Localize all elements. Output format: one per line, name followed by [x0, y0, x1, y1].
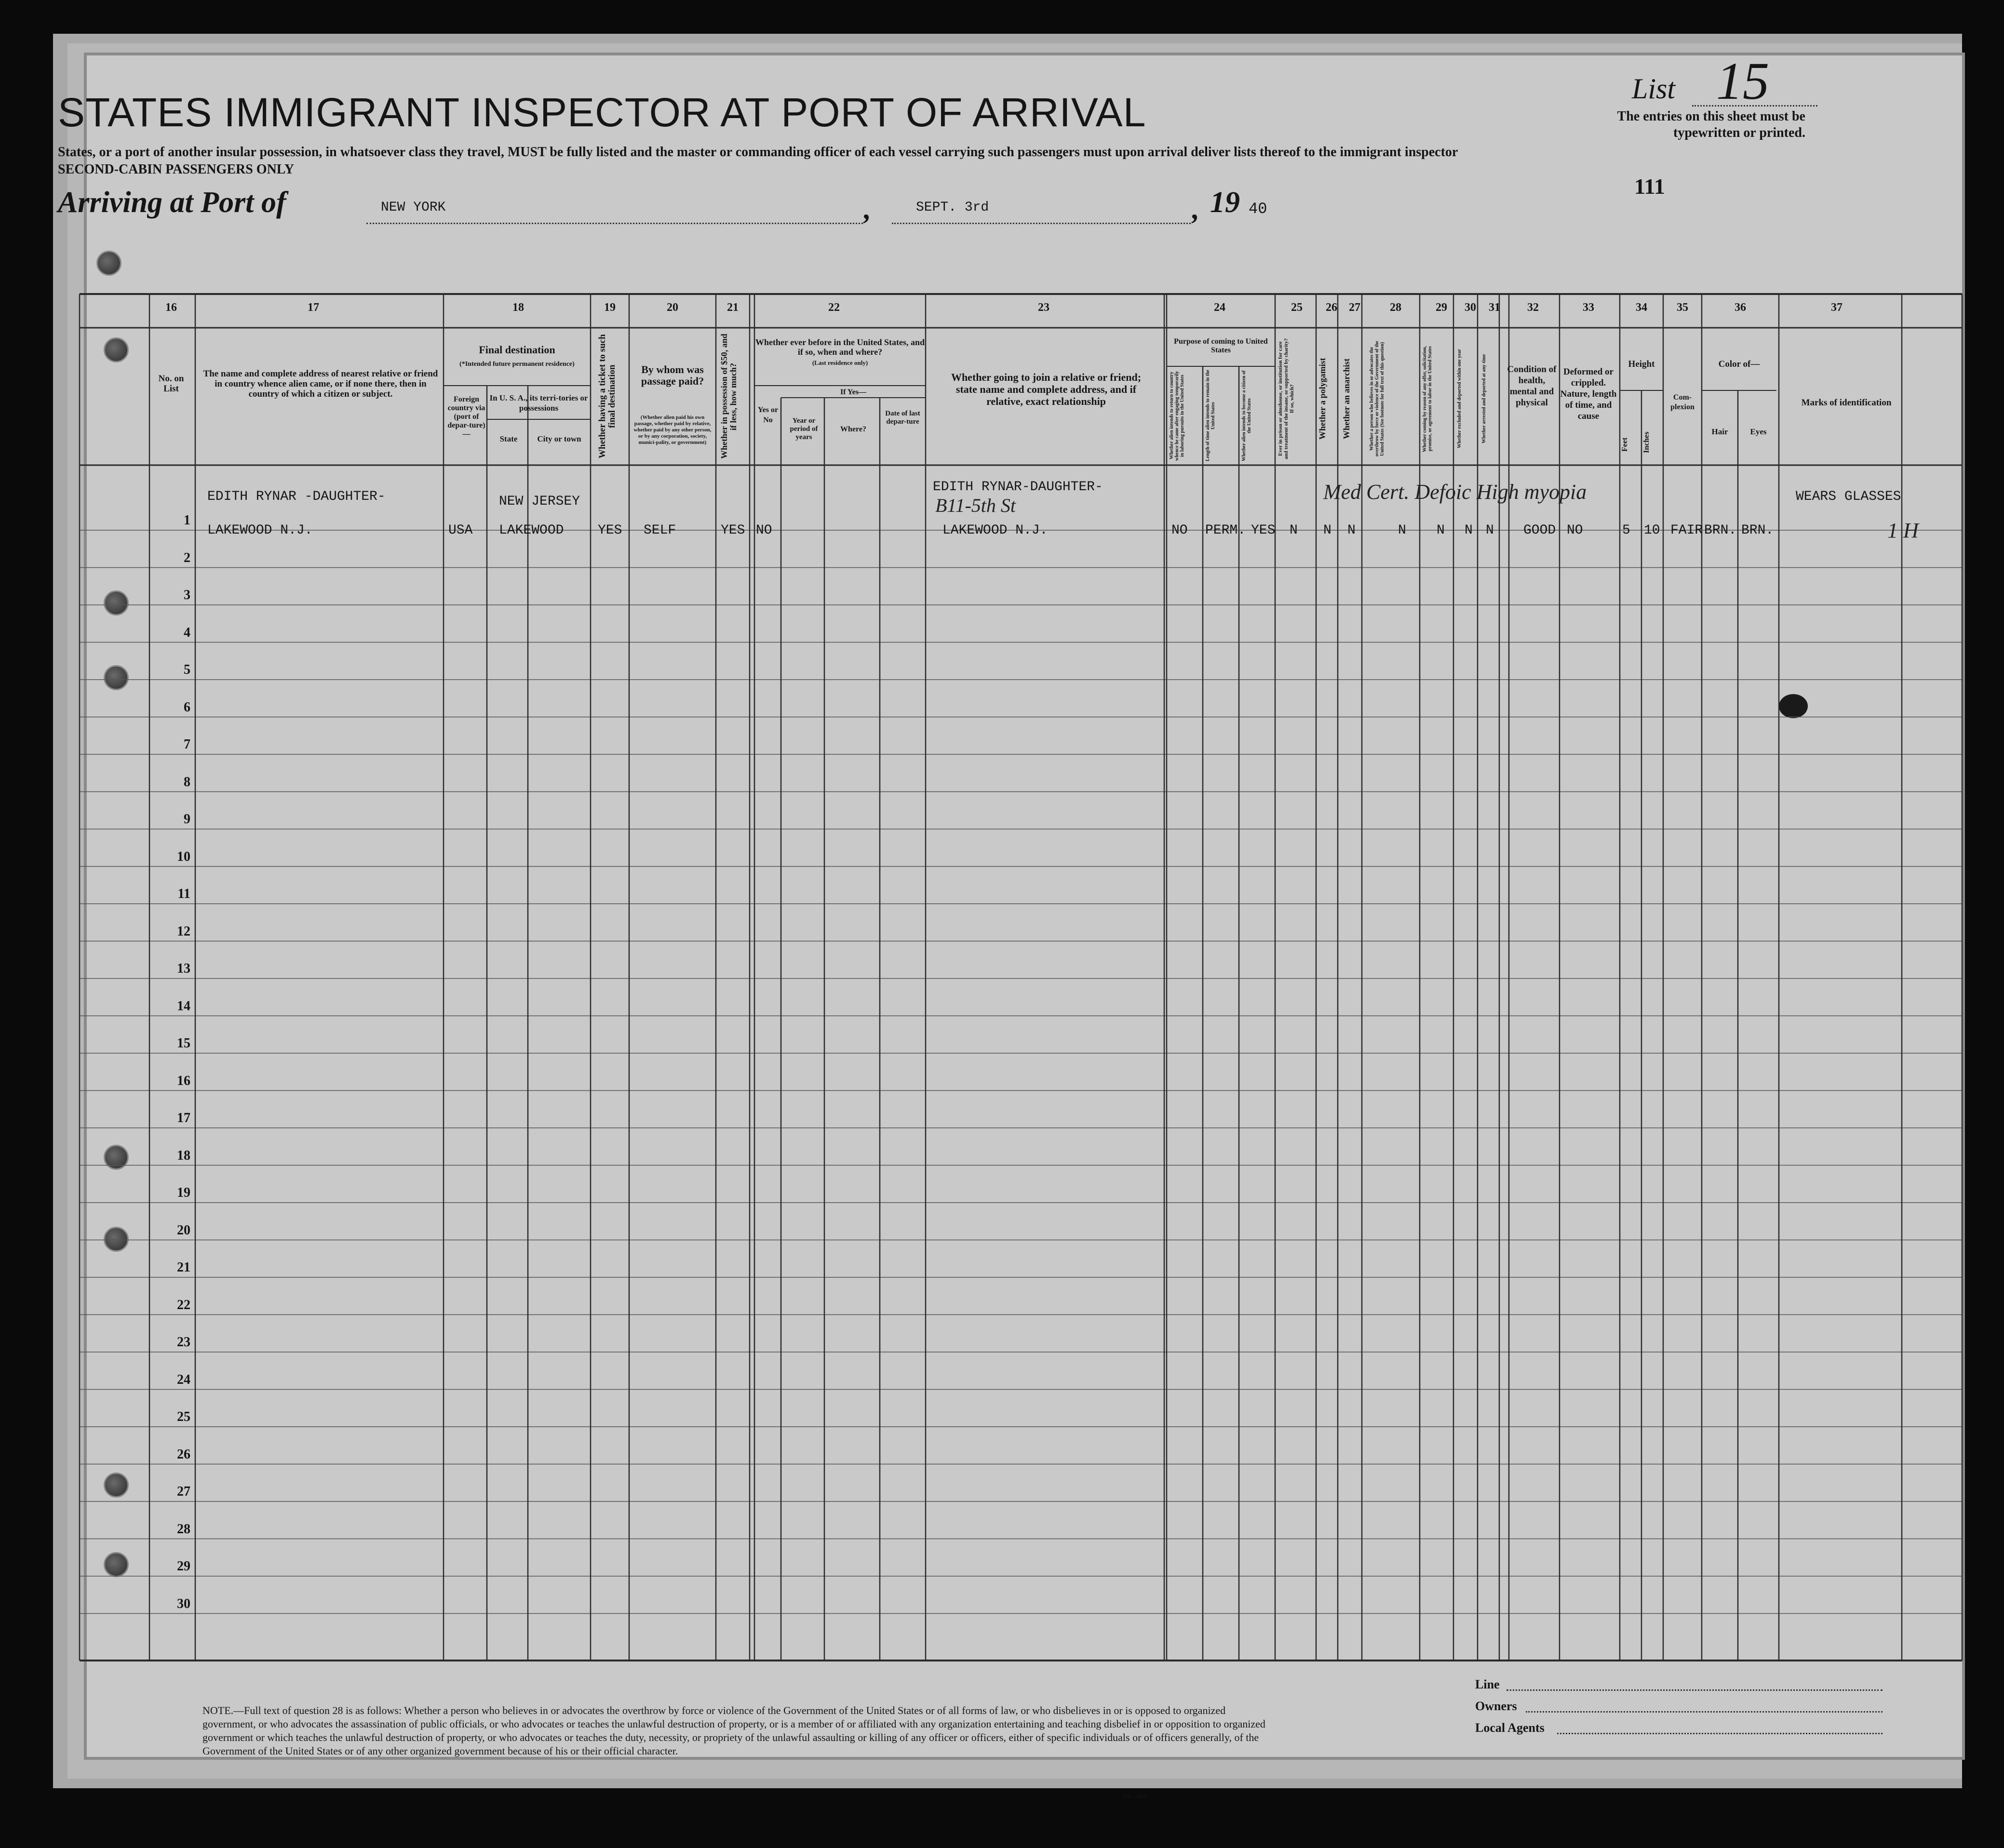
column-number: 37 — [1831, 301, 1843, 314]
owners-field — [1526, 1711, 1883, 1713]
header-passage-paid: By whom was passage paid? — [641, 363, 704, 387]
entry-ticket: YES — [598, 523, 622, 538]
header-passage-paid-note: (Whether alien paid his own passage, whether paid by relative, whether paid by any other person, or by any corporation, society, munici-pality, or government) — [633, 415, 712, 445]
column-number: 32 — [1527, 301, 1539, 314]
line-label: Line — [1475, 1677, 1500, 1691]
row-number: 2 — [184, 550, 190, 565]
arrival-date: SEPT. 3rd — [916, 200, 989, 215]
column-number: 27 — [1349, 301, 1360, 314]
column-number: 20 — [667, 301, 678, 314]
entry-become-citizen: YES — [1251, 523, 1276, 538]
header-hair: Hair — [1711, 427, 1728, 436]
entry-before-in-us: NO — [756, 523, 772, 538]
header-money: Whether in possession of $50, and if less, how much? — [719, 334, 738, 459]
column-number: 25 — [1291, 301, 1303, 314]
entry-join-address: LAKEWOOD N.J. — [942, 523, 1048, 538]
header-marks: Marks of identification — [1801, 398, 1892, 408]
row-number: 20 — [177, 1222, 190, 1238]
header-excluded: Whether excluded and deported within one year — [1457, 349, 1462, 449]
row-number: 7 — [184, 737, 190, 752]
header-purpose-return: Whether alien intends to return to country whence he came after engaging temporarily in laboring pursuits in the United States — [1169, 371, 1185, 461]
entry-relative-address: LAKEWOOD N.J. — [207, 523, 313, 538]
header-before-in-us-note: (Last residence only) — [812, 359, 868, 366]
column-number: 34 — [1636, 301, 1647, 314]
entry-anarchist: N — [1347, 523, 1356, 538]
entry-health: GOOD — [1523, 523, 1556, 538]
header-year: Year or period of years — [790, 417, 818, 441]
row-number: 24 — [177, 1372, 190, 1387]
entry-complexion: FAIR — [1670, 523, 1703, 538]
row-number: 1 — [184, 513, 190, 528]
row-number: 8 — [184, 774, 190, 790]
header-before-in-us: Whether ever before in the United States, and if so, when and where? — [755, 337, 925, 357]
header-color: Color of— — [1718, 359, 1760, 369]
entry-overthrow: N — [1398, 523, 1406, 538]
column-number: 24 — [1214, 301, 1225, 314]
row-number: 29 — [177, 1559, 190, 1574]
line-field — [1506, 1689, 1883, 1691]
row-number: 18 — [177, 1148, 190, 1163]
footnote-question-28: NOTE.—Full text of question 28 is as follows: Whether a person who believes in or advocates the overthrow by force or violence of the Government of the United States or of all forms of law, or who disbelieves in or is opposed to organized government, or who advocates the assassination of public officials, or who advocates or teaches the unlawful destruction of property, or is a member of or affiliated with any organization entertaining and teaching disbelief in or opposition to organized government or which teaches the unlawful destruction of property, or who advocates or teaches the duty, necessity, or propriety of the unlawful assaulting or killing of any officer or officers, either of specific individuals or of officers generally, of the Government of the United States or of any other organized government because of his or their official character. — [202, 1704, 1265, 1757]
column-number: 31 — [1489, 301, 1500, 314]
header-prison: Ever in prison or almshouse, or institution for care and treatment of the insane, or supported by charity? If so, which? — [1278, 338, 1295, 460]
header-feet: Feet — [1621, 437, 1629, 452]
header-join-relative: Whether going to join a relative or friend; state name and complete address, and if relative, exact relationship — [951, 371, 1142, 407]
row-number: 25 — [177, 1409, 190, 1424]
header-purpose-length: Length of time alien intends to remain in the United States — [1205, 370, 1216, 462]
header-city: City or town — [537, 434, 581, 443]
row-number: 9 — [184, 812, 190, 827]
year-prefix: 19 — [1210, 186, 1240, 219]
header-inches: Inches — [1642, 431, 1651, 453]
entry-join-name: EDITH RYNAR-DAUGHTER- — [933, 480, 1103, 495]
header-no-on-list: No. on List — [158, 374, 184, 394]
entry-labor-offer: N — [1437, 523, 1445, 538]
column-number: 36 — [1735, 301, 1746, 314]
column-number: 29 — [1436, 301, 1447, 314]
entry-hair: BRN. — [1704, 523, 1737, 538]
header-polygamist: Whether a polygamist — [1318, 358, 1327, 440]
header-eyes: Eyes — [1750, 427, 1767, 436]
entry-height-inches: 10 — [1644, 523, 1660, 538]
row-number: 17 — [177, 1111, 190, 1125]
header-labor-offer: Whether coming by reason of any offer, solicitation, promise, or agreement to labor in the United States — [1422, 346, 1433, 452]
row-number: 11 — [177, 886, 190, 901]
row-number: 10 — [177, 849, 190, 864]
header-overthrow: Whether a person who believes in or advocates the overthrow by force or violence of the Government of the United States (See footnote for full text of this question) — [1369, 341, 1385, 457]
entry-prison: N — [1290, 523, 1298, 538]
header-height: Height — [1628, 359, 1655, 369]
arriving-label: Arriving at Port of — [58, 186, 286, 219]
header-foreign-port: Foreign country via (port of depar-ture)— — [447, 395, 485, 438]
entry-money: YES — [721, 523, 745, 538]
column-number: 21 — [727, 301, 739, 314]
column-number: 35 — [1677, 301, 1688, 314]
row-number: 21 — [177, 1260, 190, 1275]
row-number: 12 — [177, 924, 190, 939]
row-number: 5 — [184, 662, 190, 677]
port-name: NEW YORK — [381, 200, 446, 215]
sheet-number: 111 — [1634, 174, 1665, 199]
local-agents-label: Local Agents — [1475, 1721, 1545, 1735]
list-number: 15 — [1716, 52, 1769, 110]
entry-relative-name: EDITH RYNAR -DAUGHTER- — [207, 489, 386, 504]
row-number: 4 — [184, 625, 190, 640]
row-number: 15 — [177, 1036, 190, 1051]
entry-eyes: BRN. — [1741, 523, 1774, 538]
header-ticket: Whether having a ticket to such final destination — [597, 334, 617, 459]
entry-length-of-stay: PERM. — [1205, 523, 1246, 538]
row-number: 6 — [184, 699, 190, 715]
column-number: 23 — [1038, 301, 1049, 314]
header-state: State — [499, 434, 518, 443]
comma-2: , — [1192, 193, 1199, 225]
column-number: 17 — [308, 301, 319, 314]
header-where: Where? — [840, 425, 866, 433]
entry-tally-mark: 1 H — [1887, 519, 1919, 542]
row-number: 28 — [177, 1521, 190, 1537]
list-label: List — [1632, 73, 1676, 105]
row-number: 13 — [177, 961, 190, 976]
header-arrested: Whether arrested and deported at any time — [1481, 354, 1487, 444]
column-number: 22 — [828, 301, 840, 314]
column-number: 18 — [512, 301, 524, 314]
row-number: 23 — [177, 1335, 190, 1350]
column-number: 28 — [1390, 301, 1401, 314]
row-number: 30 — [177, 1596, 190, 1611]
passenger-class: SECOND-CABIN PASSENGERS ONLY — [58, 162, 295, 177]
row-number: 14 — [177, 998, 190, 1014]
row-number: 26 — [177, 1446, 190, 1462]
row-number: 22 — [177, 1297, 190, 1312]
entry-join-handwritten: B11-5th St — [935, 495, 1016, 516]
column-number: 33 — [1583, 301, 1594, 314]
comma: , — [864, 193, 871, 225]
entry-city: LAKEWOOD — [499, 523, 564, 538]
entry-deformed: NO — [1567, 523, 1583, 538]
owners-label: Owners — [1475, 1699, 1517, 1713]
header-yes-no: Yes or No — [757, 406, 779, 424]
row-number: 3 — [184, 588, 190, 603]
entry-excluded: N — [1465, 523, 1473, 538]
header-purpose: Purpose of coming to United States — [1174, 337, 1268, 354]
form-subtitle: States, or a port of another insular possession, in whatsoever class they travel, MUST be fully listed and the master or commanding officer of each vessel carrying such passengers must upon arrival deliver lists thereof to the immigrant inspector — [58, 145, 1458, 160]
entry-marks: WEARS GLASSES — [1796, 489, 1901, 504]
column-number: 30 — [1465, 301, 1476, 314]
column-number: 26 — [1326, 301, 1337, 314]
header-if-yes: If Yes— — [840, 388, 867, 396]
entry-state: NEW JERSEY — [499, 494, 580, 509]
row-number: 19 — [177, 1185, 190, 1200]
header-nearest-relative: The name and complete address of nearest relative or friend in country whence alien came, or if none there, then in country of which a citizen or subject. — [203, 369, 438, 399]
header-date-departure: Date of last depar-ture — [885, 410, 920, 426]
header-final-destination: Final destination — [479, 344, 555, 356]
typewritten-instruction: The entries on this sheet must be typewritten or printed. — [1617, 109, 1805, 140]
header-health: Condition of health, mental and physical — [1507, 364, 1557, 408]
column-number: 19 — [604, 301, 616, 314]
entry-polygamist: N — [1323, 523, 1332, 538]
local-agents-field — [1557, 1733, 1883, 1734]
entry-foreign-port: USA — [448, 523, 473, 538]
header-final-destination-note: (*Intended future permanent residence) — [459, 361, 575, 368]
header-purpose-citizen: Whether alien intends to become a citizen of the United States — [1241, 370, 1252, 461]
entry-passage-paid: SELF — [644, 523, 676, 538]
form-number: 14—480 — [1123, 1793, 1147, 1800]
form-title: STATES IMMIGRANT INSPECTOR AT PORT OF ARRIVAL — [58, 90, 1146, 135]
header-complexion: Com-plexion — [1670, 393, 1695, 411]
header-anarchist: Whether an anarchist — [1342, 358, 1351, 440]
entry-arrested: N — [1486, 523, 1494, 538]
entry-medical-note: Med Cert. Defoic High myopia — [1323, 480, 1587, 504]
year-suffix: 40 — [1249, 200, 1267, 218]
header-us-territories: In U. S. A., its terri-tories or possessions — [489, 393, 588, 413]
entry-intends-return: NO — [1171, 523, 1188, 538]
header-deformed: Deformed or crippled. Nature, length of time, and cause — [1560, 367, 1617, 421]
row-number: 16 — [177, 1073, 190, 1088]
entry-height-feet: 5 — [1622, 523, 1630, 538]
row-number: 27 — [177, 1484, 190, 1499]
column-number: 16 — [165, 301, 177, 314]
